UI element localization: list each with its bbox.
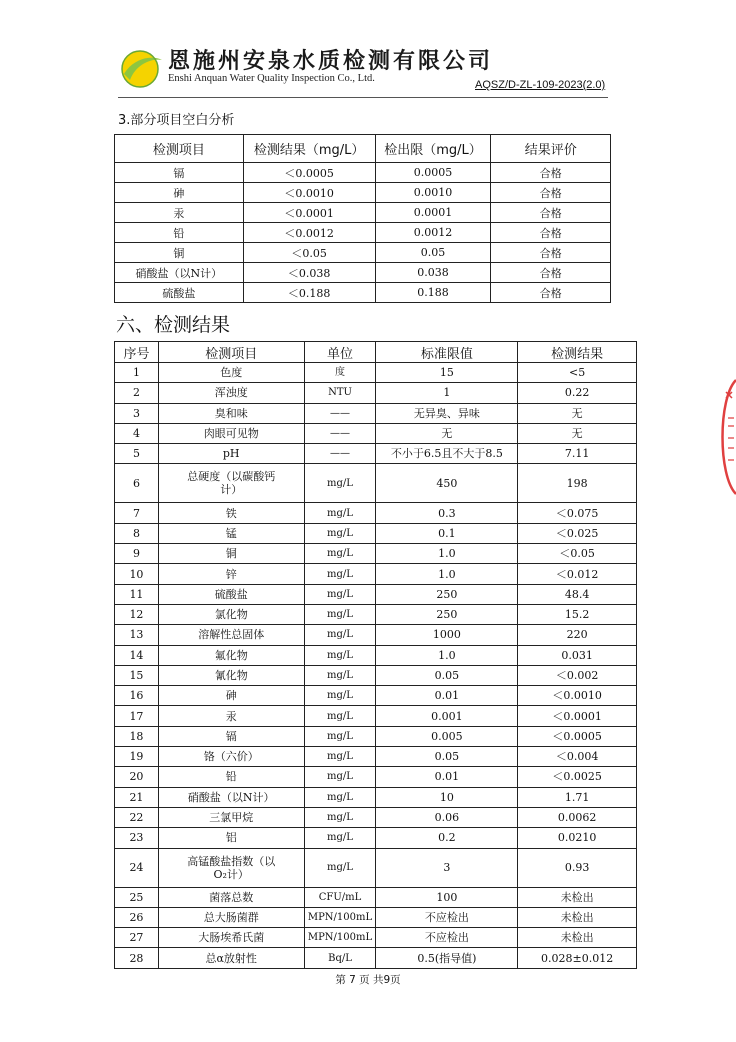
table-row bbox=[115, 564, 637, 584]
table-row bbox=[115, 625, 637, 645]
result-cell: 15.2 bbox=[518, 604, 637, 624]
unit-cell: mg/L bbox=[304, 584, 376, 604]
standard-cell: 不应检出 bbox=[376, 907, 518, 927]
index-cell: 23 bbox=[115, 828, 159, 848]
item-cell: 臭和味 bbox=[158, 403, 304, 423]
item-cell: 浑浊度 bbox=[158, 383, 304, 403]
table-row bbox=[115, 828, 637, 848]
standard-cell: 不小于6.5且不大于8.5 bbox=[376, 444, 518, 464]
index-cell: 21 bbox=[115, 787, 159, 807]
item-cell: 肉眼可见物 bbox=[158, 423, 304, 443]
result-cell: 0.0210 bbox=[518, 828, 637, 848]
results-body bbox=[115, 363, 637, 969]
unit-cell: mg/L bbox=[304, 807, 376, 827]
standard-cell: 1000 bbox=[376, 625, 518, 645]
limit-cell: 0.0012 bbox=[375, 223, 491, 243]
unit-cell: mg/L bbox=[304, 645, 376, 665]
table-row bbox=[115, 283, 611, 303]
result-cell: ＜0.0001 bbox=[518, 706, 637, 726]
item-cell: 氟化物 bbox=[158, 645, 304, 665]
index-cell: 14 bbox=[115, 645, 159, 665]
unit-cell: mg/L bbox=[304, 564, 376, 584]
result-cell: 0.031 bbox=[518, 645, 637, 665]
standard-cell: 10 bbox=[376, 787, 518, 807]
item-cell: 铝 bbox=[158, 828, 304, 848]
blank-analysis-table bbox=[114, 134, 611, 303]
item-cell: pH bbox=[158, 444, 304, 464]
standard-cell: 0.05 bbox=[376, 665, 518, 685]
index-cell: 20 bbox=[115, 767, 159, 787]
item-cell: 总大肠菌群 bbox=[158, 907, 304, 927]
evaluation-cell: 合格 bbox=[491, 223, 611, 243]
table-row bbox=[115, 544, 637, 564]
table-row bbox=[115, 263, 611, 283]
limit-cell: 0.038 bbox=[375, 263, 491, 283]
unit-cell: mg/L bbox=[304, 464, 376, 503]
standard-cell: 15 bbox=[376, 363, 518, 383]
blank-analysis-title: 3.部分项目空白分析 bbox=[118, 113, 235, 128]
standard-cell: 无异臭、异味 bbox=[376, 403, 518, 423]
company-name-cn: 恩施州安泉水质检测有限公司 bbox=[168, 48, 494, 74]
unit-cell: NTU bbox=[304, 383, 376, 403]
table-row bbox=[115, 584, 637, 604]
result-cell: ＜0.05 bbox=[243, 243, 375, 263]
table-row bbox=[115, 183, 611, 203]
index-cell: 3 bbox=[115, 403, 159, 423]
table-header-row bbox=[115, 342, 637, 363]
unit-cell: Bq/L bbox=[304, 948, 376, 968]
index-cell: 10 bbox=[115, 564, 159, 584]
standard-cell: 0.06 bbox=[376, 807, 518, 827]
result-cell: 未检出 bbox=[518, 887, 637, 907]
index-cell: 12 bbox=[115, 604, 159, 624]
table-row bbox=[115, 747, 637, 767]
unit-cell: MPN/100mL bbox=[304, 907, 376, 927]
index-cell: 8 bbox=[115, 523, 159, 543]
item-cell: 砷 bbox=[115, 183, 244, 203]
result-cell: ＜0.0010 bbox=[518, 686, 637, 706]
table-row bbox=[115, 363, 637, 383]
unit-cell: mg/L bbox=[304, 503, 376, 523]
standard-cell: 3 bbox=[376, 848, 518, 887]
result-cell: ＜0.004 bbox=[518, 747, 637, 767]
standard-cell: 1 bbox=[376, 383, 518, 403]
item-cell: 铜 bbox=[158, 544, 304, 564]
limit-cell: 0.0001 bbox=[375, 203, 491, 223]
result-cell: ＜0.038 bbox=[243, 263, 375, 283]
column-header: 单位 bbox=[304, 342, 376, 363]
column-header: 序号 bbox=[115, 342, 159, 363]
index-cell: 28 bbox=[115, 948, 159, 968]
page-number: 第 7 页 共9页 bbox=[335, 974, 401, 986]
column-header: 标准限值 bbox=[376, 342, 518, 363]
index-cell: 5 bbox=[115, 444, 159, 464]
index-cell: 26 bbox=[115, 907, 159, 927]
table-row bbox=[115, 665, 637, 685]
result-cell: 48.4 bbox=[518, 584, 637, 604]
standard-cell: 0.005 bbox=[376, 726, 518, 746]
seal-stamp-icon bbox=[716, 378, 736, 496]
unit-cell: mg/L bbox=[304, 726, 376, 746]
unit-cell: MPN/100mL bbox=[304, 928, 376, 948]
index-cell: 11 bbox=[115, 584, 159, 604]
item-cell: 砷 bbox=[158, 686, 304, 706]
evaluation-cell: 合格 bbox=[491, 243, 611, 263]
table-row bbox=[115, 604, 637, 624]
index-cell: 4 bbox=[115, 423, 159, 443]
standard-cell: 1.0 bbox=[376, 544, 518, 564]
evaluation-cell: 合格 bbox=[491, 283, 611, 303]
unit-cell: mg/L bbox=[304, 747, 376, 767]
table-row bbox=[115, 383, 637, 403]
evaluation-cell: 合格 bbox=[491, 263, 611, 283]
unit-cell: mg/L bbox=[304, 686, 376, 706]
item-cell: 溶解性总固体 bbox=[158, 625, 304, 645]
result-cell: 1.71 bbox=[518, 787, 637, 807]
index-cell: 2 bbox=[115, 383, 159, 403]
result-cell: <5 bbox=[518, 363, 637, 383]
unit-cell: mg/L bbox=[304, 665, 376, 685]
table-row bbox=[115, 787, 637, 807]
results-table bbox=[114, 341, 637, 969]
table-row bbox=[115, 907, 637, 927]
table-row bbox=[115, 726, 637, 746]
table-row bbox=[115, 223, 611, 243]
evaluation-cell: 合格 bbox=[491, 163, 611, 183]
unit-cell: mg/L bbox=[304, 523, 376, 543]
standard-cell: 0.1 bbox=[376, 523, 518, 543]
unit-cell: —— bbox=[304, 444, 376, 464]
table-row bbox=[115, 686, 637, 706]
result-cell: ＜0.0001 bbox=[243, 203, 375, 223]
index-cell: 25 bbox=[115, 887, 159, 907]
table-row bbox=[115, 423, 637, 443]
limit-cell: 0.05 bbox=[375, 243, 491, 263]
result-cell: ＜0.0012 bbox=[243, 223, 375, 243]
item-cell: 色度 bbox=[158, 363, 304, 383]
item-cell: 硝酸盐（以N计） bbox=[115, 263, 244, 283]
item-cell: 汞 bbox=[115, 203, 244, 223]
table-row bbox=[115, 163, 611, 183]
item-cell: 高锰酸盐指数（以O₂计） bbox=[158, 848, 304, 887]
table-row bbox=[115, 444, 637, 464]
index-cell: 6 bbox=[115, 464, 159, 503]
table-row bbox=[115, 464, 637, 503]
result-cell: 0.028±0.012 bbox=[518, 948, 637, 968]
table-row bbox=[115, 887, 637, 907]
standard-cell: 0.001 bbox=[376, 706, 518, 726]
column-header: 结果评价 bbox=[491, 135, 611, 163]
table-row bbox=[115, 928, 637, 948]
result-cell: ＜0.0010 bbox=[243, 183, 375, 203]
result-cell: 220 bbox=[518, 625, 637, 645]
index-cell: 19 bbox=[115, 747, 159, 767]
evaluation-cell: 合格 bbox=[491, 183, 611, 203]
result-cell: ＜0.075 bbox=[518, 503, 637, 523]
result-cell: ＜0.002 bbox=[518, 665, 637, 685]
standard-cell: 1.0 bbox=[376, 645, 518, 665]
unit-cell: mg/L bbox=[304, 787, 376, 807]
index-cell: 13 bbox=[115, 625, 159, 645]
unit-cell: mg/L bbox=[304, 604, 376, 624]
table-row bbox=[115, 645, 637, 665]
item-cell: 总硬度（以碳酸钙计） bbox=[158, 464, 304, 503]
company-logo-icon bbox=[118, 46, 164, 90]
limit-cell: 0.188 bbox=[375, 283, 491, 303]
limit-cell: 0.0010 bbox=[375, 183, 491, 203]
column-header: 检测结果 bbox=[518, 342, 637, 363]
item-cell: 铜 bbox=[115, 243, 244, 263]
standard-cell: 450 bbox=[376, 464, 518, 503]
item-cell: 镉 bbox=[115, 163, 244, 183]
index-cell: 17 bbox=[115, 706, 159, 726]
standard-cell: 250 bbox=[376, 604, 518, 624]
item-cell: 总α放射性 bbox=[158, 948, 304, 968]
company-name-en: Enshi Anquan Water Quality Inspection Co., Ltd. bbox=[168, 73, 375, 84]
table-row bbox=[115, 706, 637, 726]
index-cell: 15 bbox=[115, 665, 159, 685]
item-cell: 锌 bbox=[158, 564, 304, 584]
index-cell: 1 bbox=[115, 363, 159, 383]
result-cell: 0.93 bbox=[518, 848, 637, 887]
unit-cell: mg/L bbox=[304, 706, 376, 726]
column-header: 检出限（mg/L） bbox=[375, 135, 491, 163]
standard-cell: 不应检出 bbox=[376, 928, 518, 948]
item-cell: 铅 bbox=[115, 223, 244, 243]
unit-cell: mg/L bbox=[304, 767, 376, 787]
item-cell: 铅 bbox=[158, 767, 304, 787]
item-cell: 铬（六价） bbox=[158, 747, 304, 767]
result-cell: ＜0.025 bbox=[518, 523, 637, 543]
table-row bbox=[115, 848, 637, 887]
unit-cell: mg/L bbox=[304, 848, 376, 887]
result-cell: ＜0.0025 bbox=[518, 767, 637, 787]
standard-cell: 0.5(指导值) bbox=[376, 948, 518, 968]
item-cell: 三氯甲烷 bbox=[158, 807, 304, 827]
result-cell: ＜0.05 bbox=[518, 544, 637, 564]
index-cell: 16 bbox=[115, 686, 159, 706]
table-row bbox=[115, 203, 611, 223]
standard-cell: 250 bbox=[376, 584, 518, 604]
standard-cell: 0.2 bbox=[376, 828, 518, 848]
unit-cell: CFU/mL bbox=[304, 887, 376, 907]
result-cell: ＜0.188 bbox=[243, 283, 375, 303]
index-cell: 27 bbox=[115, 928, 159, 948]
item-cell: 铁 bbox=[158, 503, 304, 523]
table-row bbox=[115, 503, 637, 523]
unit-cell: 度 bbox=[304, 363, 376, 383]
standard-cell: 0.01 bbox=[376, 686, 518, 706]
table-row bbox=[115, 948, 637, 968]
unit-cell: mg/L bbox=[304, 544, 376, 564]
result-cell: 0.22 bbox=[518, 383, 637, 403]
standard-cell: 无 bbox=[376, 423, 518, 443]
blank-analysis-body bbox=[115, 163, 611, 303]
item-cell: 硫酸盐 bbox=[115, 283, 244, 303]
table-row bbox=[115, 767, 637, 787]
index-cell: 22 bbox=[115, 807, 159, 827]
column-header: 检测结果（mg/L） bbox=[243, 135, 375, 163]
result-cell: 未检出 bbox=[518, 907, 637, 927]
standard-cell: 100 bbox=[376, 887, 518, 907]
index-cell: 9 bbox=[115, 544, 159, 564]
item-cell: 大肠埃希氏菌 bbox=[158, 928, 304, 948]
table-row bbox=[115, 807, 637, 827]
table-row bbox=[115, 403, 637, 423]
table-row bbox=[115, 523, 637, 543]
column-header: 检测项目 bbox=[158, 342, 304, 363]
item-cell: 氰化物 bbox=[158, 665, 304, 685]
item-cell: 氯化物 bbox=[158, 604, 304, 624]
unit-cell: mg/L bbox=[304, 828, 376, 848]
standard-cell: 0.3 bbox=[376, 503, 518, 523]
unit-cell: —— bbox=[304, 403, 376, 423]
index-cell: 7 bbox=[115, 503, 159, 523]
item-cell: 锰 bbox=[158, 523, 304, 543]
header-divider bbox=[118, 97, 608, 98]
result-cell: 0.0062 bbox=[518, 807, 637, 827]
document-code: AQSZ/D-ZL-109-2023(2.0) bbox=[475, 79, 606, 91]
evaluation-cell: 合格 bbox=[491, 203, 611, 223]
item-cell: 硝酸盐（以N计） bbox=[158, 787, 304, 807]
table-header-row bbox=[115, 135, 611, 163]
column-header: 检测项目 bbox=[115, 135, 244, 163]
standard-cell: 1.0 bbox=[376, 564, 518, 584]
index-cell: 18 bbox=[115, 726, 159, 746]
table-row bbox=[115, 243, 611, 263]
result-cell: 未检出 bbox=[518, 928, 637, 948]
result-cell: ＜0.0005 bbox=[243, 163, 375, 183]
unit-cell: —— bbox=[304, 423, 376, 443]
result-cell: 无 bbox=[518, 423, 637, 443]
item-cell: 汞 bbox=[158, 706, 304, 726]
unit-cell: mg/L bbox=[304, 625, 376, 645]
result-cell: 无 bbox=[518, 403, 637, 423]
result-cell: 7.11 bbox=[518, 444, 637, 464]
results-title: 六、检测结果 bbox=[116, 314, 231, 336]
item-cell: 菌落总数 bbox=[158, 887, 304, 907]
result-cell: 198 bbox=[518, 464, 637, 503]
standard-cell: 0.01 bbox=[376, 767, 518, 787]
index-cell: 24 bbox=[115, 848, 159, 887]
limit-cell: 0.0005 bbox=[375, 163, 491, 183]
result-cell: ＜0.0005 bbox=[518, 726, 637, 746]
item-cell: 镉 bbox=[158, 726, 304, 746]
result-cell: ＜0.012 bbox=[518, 564, 637, 584]
standard-cell: 0.05 bbox=[376, 747, 518, 767]
item-cell: 硫酸盐 bbox=[158, 584, 304, 604]
